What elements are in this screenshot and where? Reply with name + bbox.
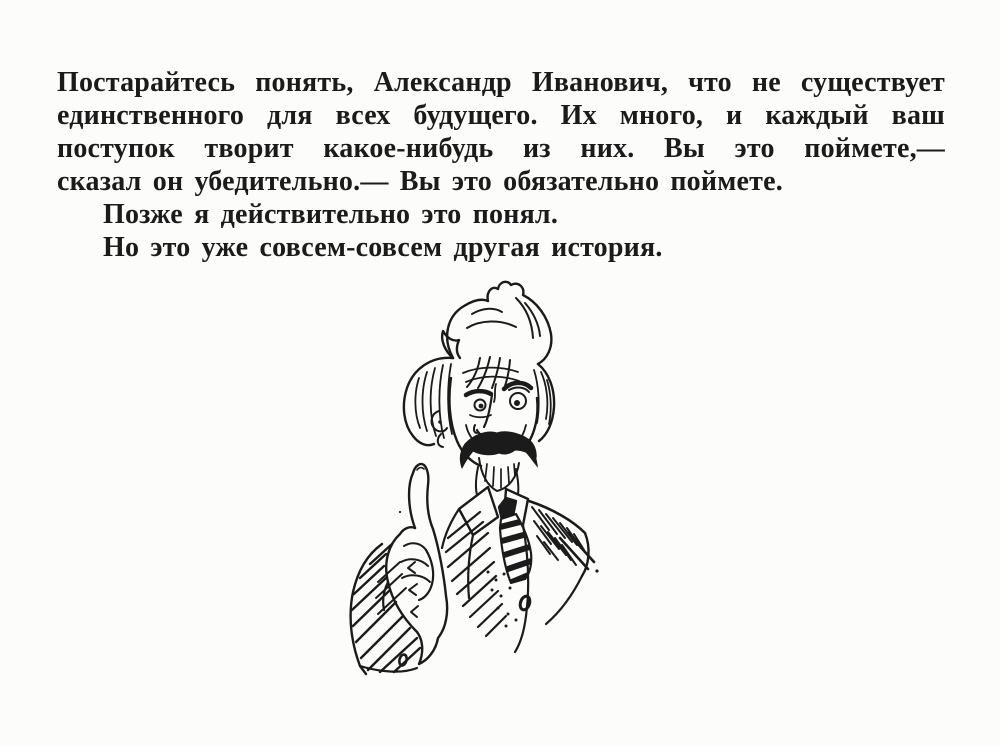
paragraph1-line3: поступок творит какое-нибудь из них. Вы это поймете,— xyxy=(57,133,945,164)
paragraph1-line1: Постарайтесь понять, Александр Иванович, что не существует xyxy=(57,67,945,98)
index-finger xyxy=(409,464,433,529)
pointing-hand xyxy=(383,464,447,664)
illustration-pointing-man xyxy=(320,276,620,676)
text-block xyxy=(57,66,945,264)
paragraph3-line1: Но это уже совсем-совсем другая история. xyxy=(103,232,663,263)
left-eyebrow xyxy=(466,391,491,395)
paragraph2-line1: Позже я действительно это понял. xyxy=(103,199,559,230)
beard xyxy=(479,458,519,491)
paragraph1-line4: сказал он убедительно.— Вы это обязательно поймете. xyxy=(57,166,783,197)
jacket-shoulder xyxy=(529,501,599,624)
hair-quiff xyxy=(442,282,551,364)
pointing-man-drawing xyxy=(320,276,620,676)
paragraph1-line2: единственного для всех будущего. Их много, и каждый ваш xyxy=(57,100,945,131)
nose xyxy=(484,395,492,427)
